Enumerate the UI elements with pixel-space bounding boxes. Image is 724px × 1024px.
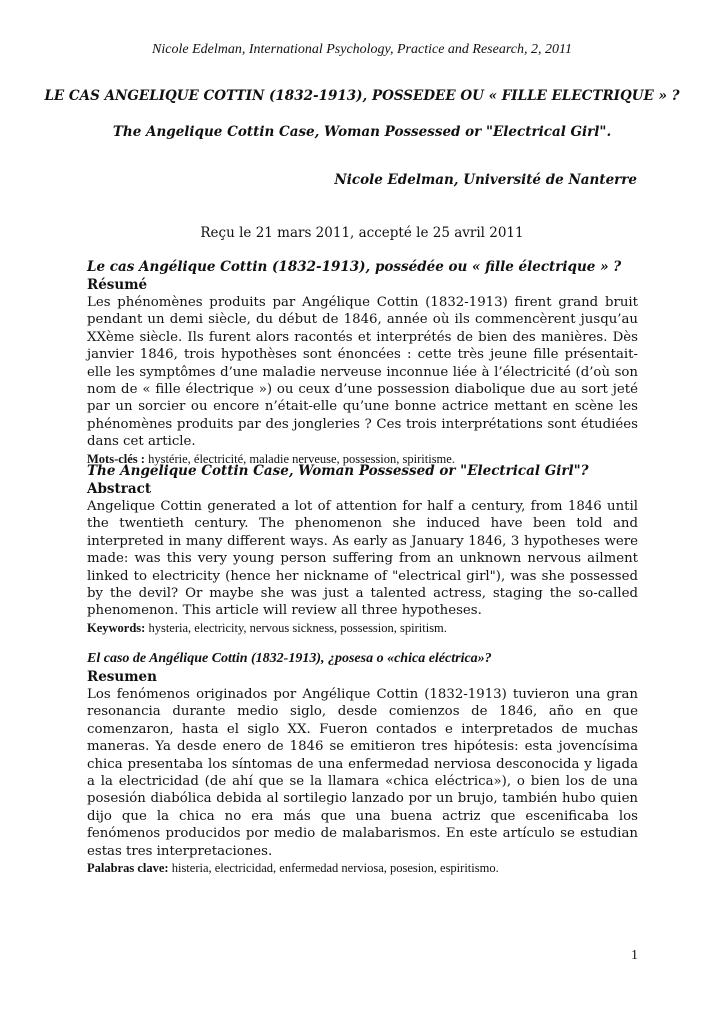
abstract-text: Los fenómenos originados por Angélique Cottin (1832-1913) tuvieron una gran resonancia durante medio siglo, desde comienzos de 1846, año en que comenzaron, hasta el siglo XX. Fueron contados e interpretados de muchas maneras. Ya desde enero de 1846 se emitieron tres hipótesis: esta jovencísima chica presentaba los síntomas de una enfermedad nerviosa desconocida y ligada a la electricidad (de ahí que se la llamara «chica eléctrica»), o bien los de una posesión diabólica debida al sortilegio lanzado por un brujo, también hubo quien dijo que la chica no era más que una buena actriz que escenificaba los fenómenos producidos por medio de malabarismos. En este artículo se estudian estas tres interpretaciones.: [87, 687, 638, 859]
keywords-label: Keywords:: [87, 620, 146, 635]
section-heading: Résumé: [87, 277, 148, 293]
abstract-section-english: [87, 462, 638, 637]
section-title: Le cas Angélique Cottin (1832-1913), possédée ou « fille électrique » ?: [87, 259, 622, 275]
article-title-english: The Angelique Cottin Case, Woman Possessed or "Electrical Girl".: [112, 124, 612, 140]
section-title: The Angelique Cottin Case, Woman Possessed or "Electrical Girl"?: [87, 463, 589, 479]
abstract-section-spanish: [87, 650, 638, 877]
page-number: 1: [631, 948, 638, 963]
abstract-section-french: [87, 258, 638, 468]
keywords-text: histeria, electricidad, enfermedad nerviosa, posesion, espiritismo.: [171, 861, 499, 876]
keywords-text: hysteria, electricity, nervous sickness, possession, spiritism.: [148, 620, 447, 635]
keywords-label: Palabras clave:: [87, 861, 169, 876]
abstract-text: Les phénomènes produits par Angélique Cottin (1832-1913) firent grand bruit pendant un demi siècle, du début de 1846, année où ils commencèrent jusqu’au XXème siècle. Ils furent alors racontés et interprétés de bien des manières. Dès janvier 1846, trois hypothèses sont énoncées : cette très jeune fille présentait-elle les symptômes d’une maladie nerveuse inconnue liée à l’électricité (d’où son nom de « fille électrique ») ou ceux d’une possession diabolique due au sort jeté par un sorcier ou encore n’était-elle qu’une bonne actrice mettant en scène les phénomènes produits par des jongleries ? Ces trois interprétations sont étudiées dans cet article.: [87, 295, 638, 450]
running-head: Nicole Edelman, International Psychology, Practice and Research, 2, 2011: [152, 42, 572, 57]
received-accepted-dates: Reçu le 21 mars 2011, accepté le 25 avril 2011: [200, 225, 524, 241]
section-heading: Abstract: [87, 481, 152, 497]
keywords-line: [87, 620, 638, 637]
keywords-label: Mots-clés :: [87, 451, 145, 466]
author-affiliation: Nicole Edelman, Université de Nanterre: [334, 172, 637, 188]
keywords-text: hystérie, électricité, maladie nerveuse, possession, spiritisme.: [148, 451, 455, 466]
section-title: El caso de Angélique Cottin (1832-1913), ¿posesa o «chica eléctrica»?: [87, 651, 492, 666]
keywords-line: [87, 860, 638, 877]
article-title-french: LE CAS ANGELIQUE COTTIN (1832-1913), POSSEDEE OU « FILLE ELECTRIQUE » ?: [44, 88, 680, 104]
section-heading: Resumen: [87, 669, 157, 685]
abstract-text: Angelique Cottin generated a lot of attention for half a century, from 1846 until the twentieth century. The phenomenon she induced have been told and interpreted in many different ways. As early as January 1846, 3 hypotheses were made: was this very young person suffering from an unknown nervous ailment linked to electricity (hence her nickname of "electrical girl"), was she possessed by the devil? Or maybe she was just a talented actress, staging the so-called phenomenon. This article will review all three hypotheses.: [87, 499, 638, 619]
